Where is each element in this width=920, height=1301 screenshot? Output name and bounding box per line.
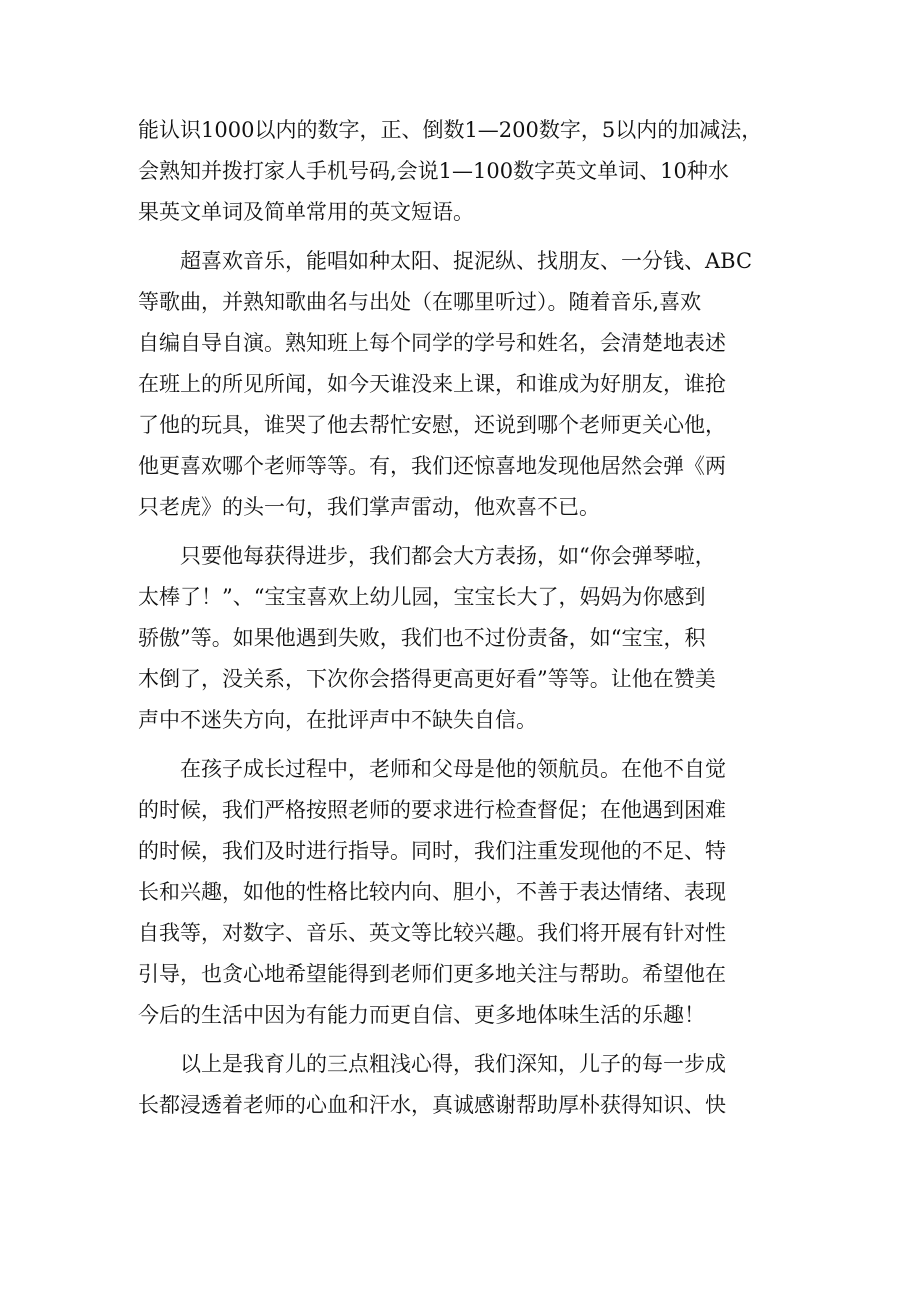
text-line: 自我等，对数字、音乐、英文等比较兴趣。我们将开展有针对性 xyxy=(138,921,726,945)
text-line: 他更喜欢哪个老师等等。有，我们还惊喜地发现他居然会弹《两 xyxy=(138,454,726,478)
paragraph-gap xyxy=(138,233,788,241)
text-line: 声中不迷失方向，在批评声中不缺失自信。 xyxy=(138,708,537,732)
text-line: 以上是我育儿的三点粗浅心得，我们深知，儿子的每一步成 xyxy=(138,1052,726,1076)
text-line: 在班上的所见所闻，如今天谁没来上课，和谁成为好朋友，谁抢 xyxy=(138,372,726,396)
text-line: 自编自导自演。熟知班上每个同学的学号和姓名，会清楚地表述 xyxy=(138,331,726,355)
text-line: 今后的生活中因为有能力而更自信、更多地体味生活的乐趣！ xyxy=(138,1003,705,1027)
paragraph-4 xyxy=(138,749,788,1036)
paragraph-3 xyxy=(138,536,788,741)
text-line: 超喜欢音乐，能唱如种太阳、捉泥纵、找朋友、一分钱、ABC xyxy=(138,249,753,273)
text-line: 引导，也贪心地希望能得到老师们更多地关注与帮助。希望他在 xyxy=(138,962,726,986)
text-line: 会熟知并拨打家人手机号码,会说1—100数字英文单词、10种水 xyxy=(138,159,729,183)
text-line: 等歌曲，并熟知歌曲名与出处（在哪里听过）。随着音乐,喜欢 xyxy=(138,290,702,314)
paragraph-gap xyxy=(138,741,788,749)
text-line: 的时候，我们严格按照老师的要求进行检查督促；在他遇到困难 xyxy=(138,798,726,822)
text-line: 太棒了！”、“宝宝喜欢上幼儿园，宝宝长大了，妈妈为你感到 xyxy=(138,585,706,609)
text-line: 木倒了，没关系，下次你会搭得更高更好看”等等。让他在赞美 xyxy=(138,667,716,691)
text-line: 了他的玩具，谁哭了他去帮忙安慰，还说到哪个老师更关心他， xyxy=(138,413,726,437)
text-line: 骄傲”等。如果他遇到失败，我们也不过份责备，如“宝宝，积 xyxy=(138,626,706,650)
text-line: 长都浸透着老师的心血和汗水，真诚感谢帮助厚朴获得知识、快 xyxy=(138,1093,726,1117)
text-line: 在孩子成长过程中，老师和父母是他的领航员。在他不自觉 xyxy=(138,757,726,781)
text-line: 只要他每获得进步，我们都会大方表扬，如“你会弹琴啦， xyxy=(138,544,716,568)
text-line: 能认识1000以内的数字，正、倒数1—200数字，5以内的加减法， xyxy=(138,118,763,142)
text-line: 长和兴趣，如他的性格比较内向、胆小，不善于表达情绪、表现 xyxy=(138,880,726,904)
text-line: 果英文单词及简单常用的英文短语。 xyxy=(138,200,474,224)
text-line: 的时候，我们及时进行指导。同时，我们注重发现他的不足、特 xyxy=(138,839,726,863)
document-body xyxy=(138,110,788,1126)
paragraph-1 xyxy=(138,110,788,233)
paragraph-gap xyxy=(138,528,788,536)
text-line: 只老虎》的头一句，我们掌声雷动，他欢喜不已。 xyxy=(138,495,600,519)
paragraph-2 xyxy=(138,241,788,528)
paragraph-5 xyxy=(138,1044,788,1126)
paragraph-gap xyxy=(138,1036,788,1044)
